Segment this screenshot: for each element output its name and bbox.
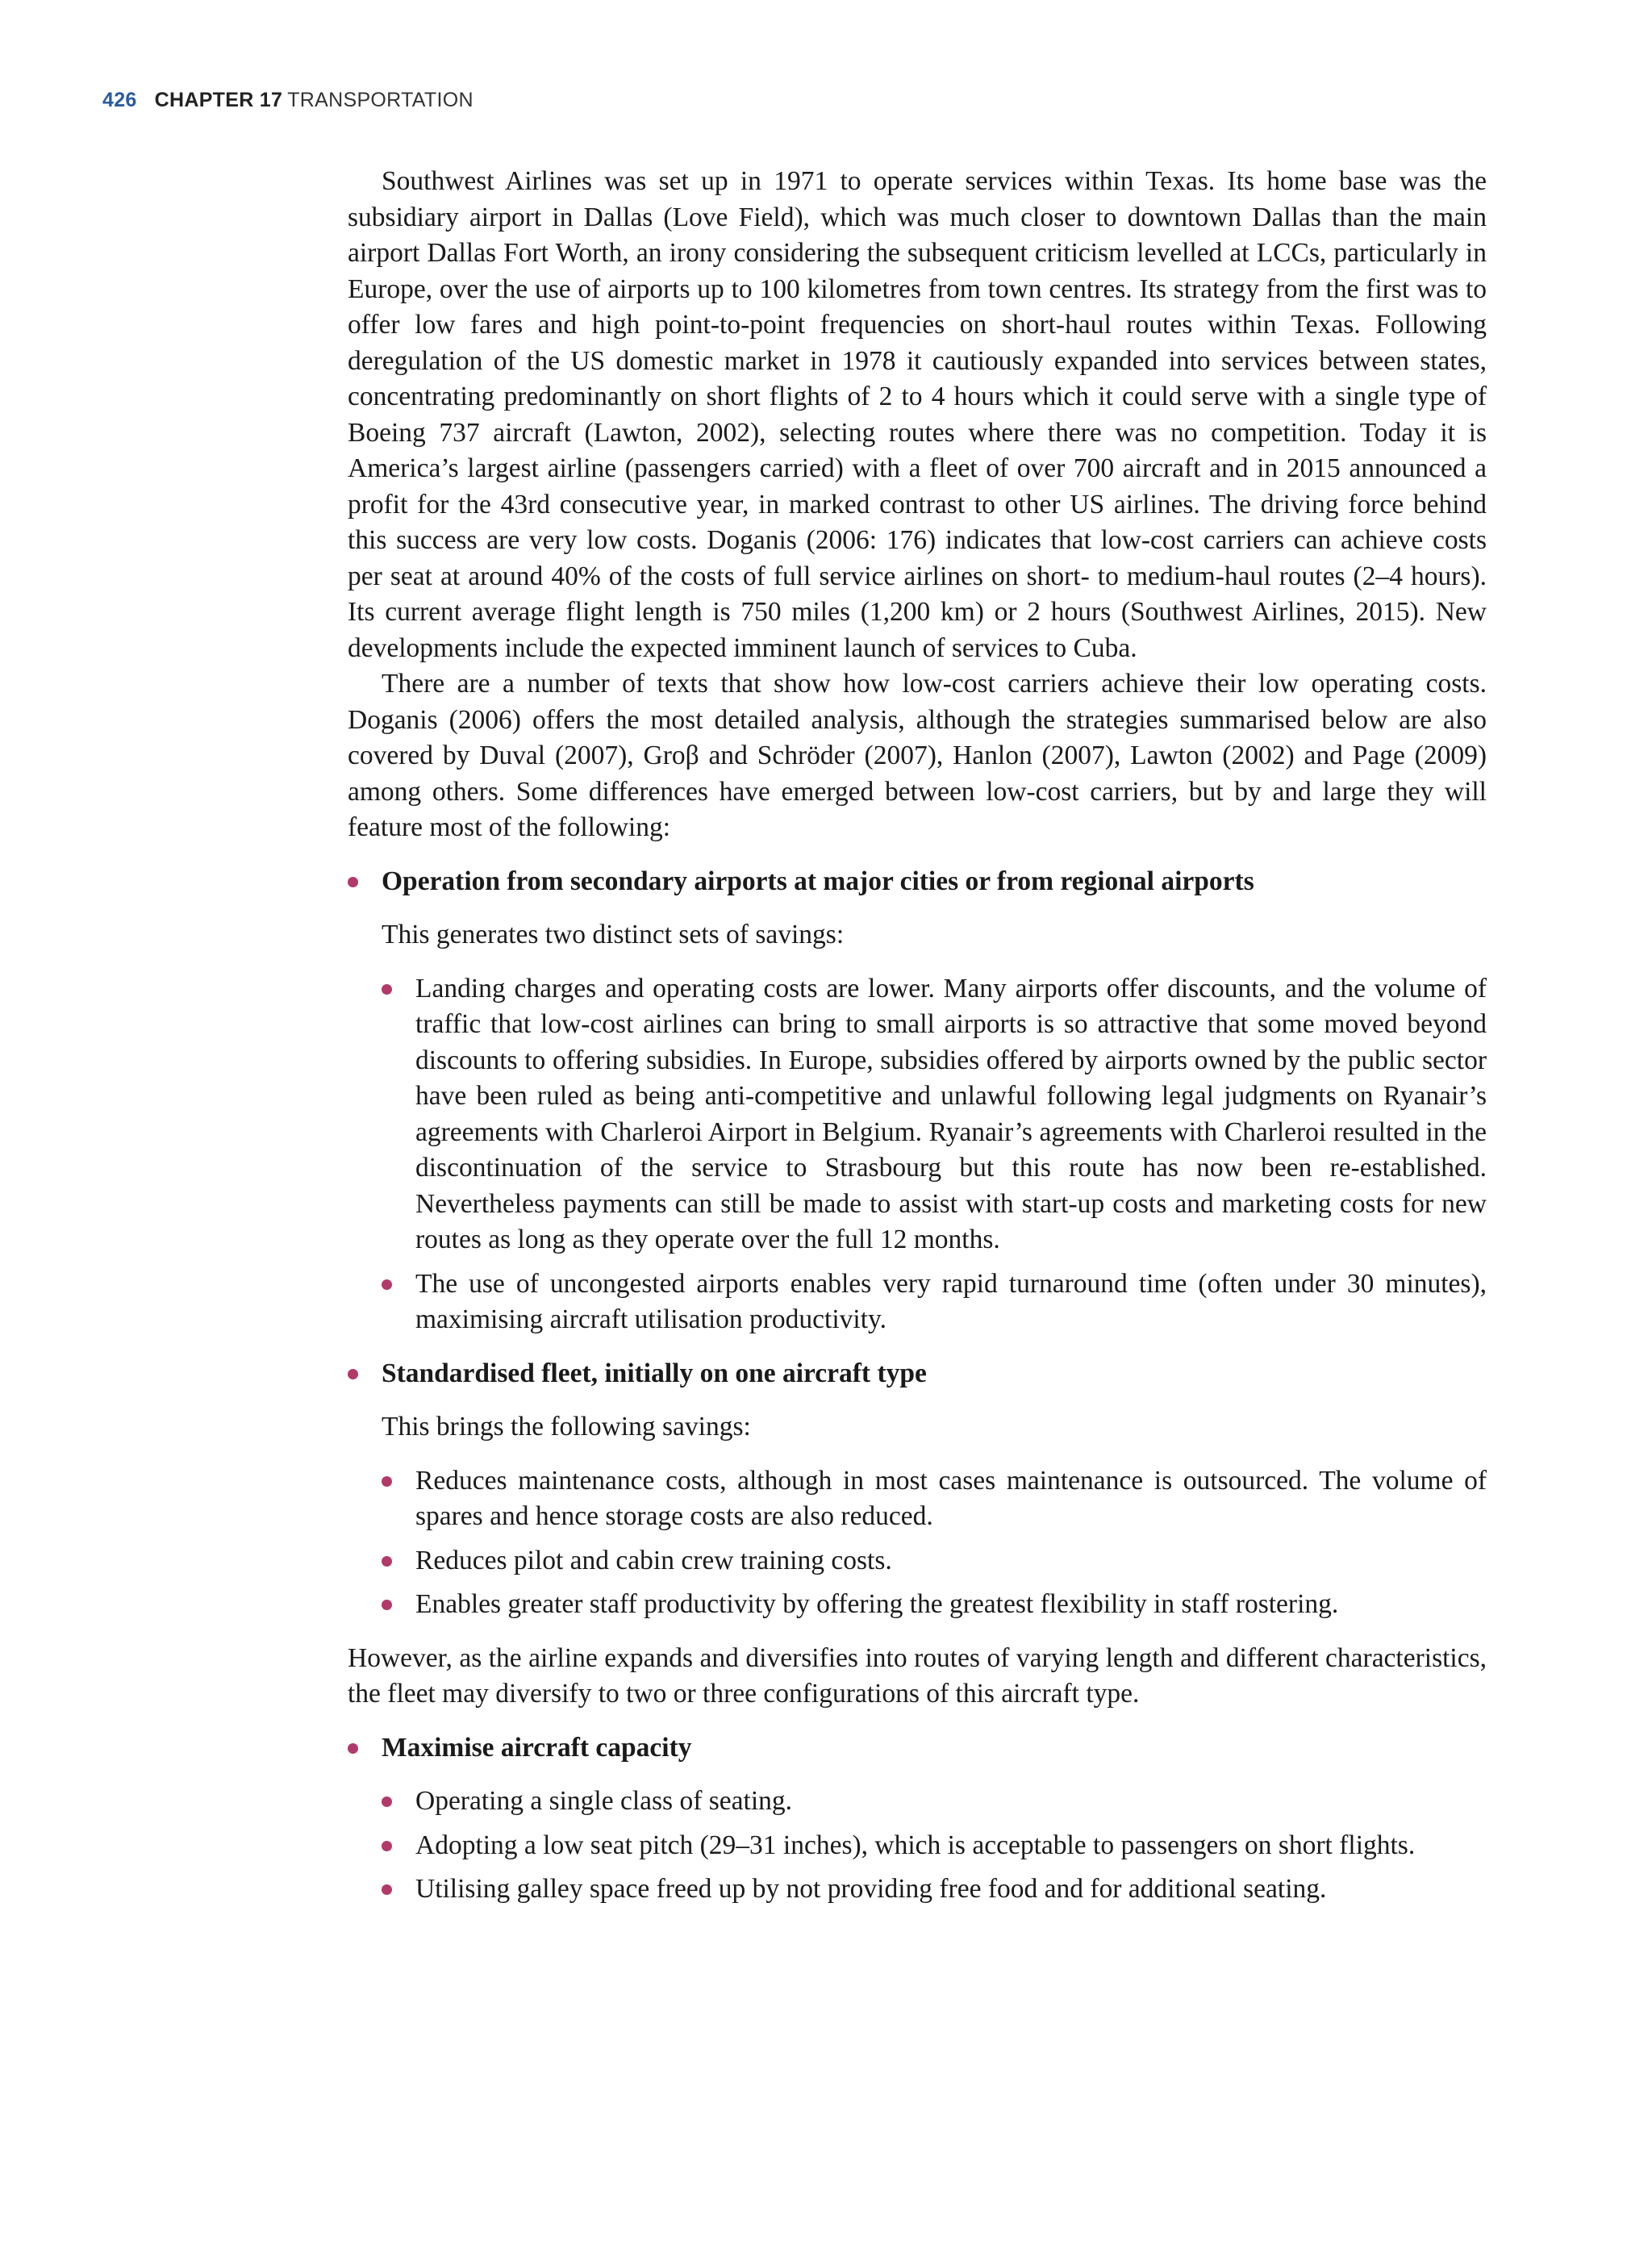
- list-item: Adopting a low seat pitch (29–31 inches), which is acceptable to passengers on short flights.: [382, 1828, 1487, 1864]
- list-item: Landing charges and operating costs are lower. Many airports offer discounts, and the volume of traffic that low-cost airlines can bring to small airports is so attractive that some moved beyond discounts to offering subsidies. In Europe, subsidies offered by airports owned by the public sector have been ruled as being anti-competitive and unlawful following legal judgments on Ryanair’s agreements with Charleroi Airport in Belgium. Ryanair’s agreements with Charleroi resulted in the discontinuation of the service to Strasbourg but this route has now been re-established. Nevertheless payments can still be made to assist with start-up costs and marketing costs for new routes as long as they operate over the full 12 months.: [382, 971, 1487, 1258]
- paragraph-lcc-texts: There are a number of texts that show how low-cost carriers achieve their low operating costs. Doganis (2006) offers the most detailed analysis, although the strategies summarised below are also covered by Duval (2007), Groβ and Schröder (2007), Hanlon (2007), Lawton (2002) and Page (2009) among others. Some differences have emerged between low-cost carriers, but by and large they will feature most of the following:: [348, 669, 1487, 842]
- list-item: Operating a single class of seating.: [382, 1784, 1487, 1820]
- body-text: [348, 164, 1487, 1908]
- list-item: Reduces pilot and cabin crew training costs.: [382, 1543, 1487, 1579]
- section-intro-savings: This generates two distinct sets of savings:: [382, 920, 845, 949]
- list-item: The use of uncongested airports enables very rapid turnaround time (often under 30 minutes), maximising aircraft utilisation productivity.: [382, 1266, 1487, 1338]
- chapter-title: TRANSPORTATION: [287, 89, 473, 111]
- sub-list-maximise-capacity: [348, 1784, 1487, 1908]
- bullet-heading-standardised-fleet: Standardised fleet, initially on one aircraft type: [348, 1356, 1487, 1392]
- page-number: 426: [102, 89, 137, 111]
- running-head: [102, 89, 473, 112]
- sub-list-secondary-airports: [348, 971, 1487, 1338]
- paragraph-southwest: Southwest Airlines was set up in 1971 to operate services within Texas. Its home base was the subsidiary airport in Dallas (Love Field), which was much closer to downtown Dallas than the main airport Dallas Fort Worth, an irony considering the subsequent criticism levelled at LCCs, particularly in Europe, over the use of airports up to 100 kilometres from town centres. Its strategy from the first was to offer low fares and high point-to-point frequencies on short-haul routes within Texas. Following deregulation of the US domestic market in 1978 it cautiously expanded into services between states, concentrating predominantly on short flights of 2 to 4 hours which it could serve with a single type of Boeing 737 aircraft (Lawton, 2002), selecting routes where there was no competition. Today it is America’s largest airline (passengers carried) with a fleet of over 700 aircraft and in 2015 announced a profit for the 43rd consecutive year, in marked contrast to other US airlines. The driving force behind this success are very low costs. Doganis (2006: 176) indicates that low-cost carriers can achieve costs per seat at around 40% of the costs of full service airlines on short- to medium-haul routes (2–4 hours). Its current average flight length is 750 miles (1,200 km) or 2 hours (Southwest Airlines, 2015). New developments include the expected imminent launch of services to Cuba.: [348, 166, 1487, 663]
- bullet-heading-maximise-capacity: Maximise aircraft capacity: [348, 1730, 1487, 1767]
- chapter-label: CHAPTER 17: [154, 89, 283, 111]
- paragraph-fleet-diversify: However, as the airline expands and diversifies into routes of varying length and different characteristics, the fleet may diversify to two or three configurations of this aircraft type.: [348, 1642, 1487, 1709]
- section-intro-savings: This brings the following savings:: [382, 1412, 751, 1442]
- list-item: Reduces maintenance costs, although in most cases maintenance is outsourced. The volume of spares and hence storage costs are also reduced.: [382, 1463, 1487, 1535]
- bullet-heading-secondary-airports: Operation from secondary airports at major cities or from regional airports: [348, 864, 1487, 900]
- sub-list-standardised-fleet: [348, 1463, 1487, 1623]
- list-item: Enables greater staff productivity by offering the greatest flexibility in staff rostering.: [382, 1587, 1487, 1623]
- list-item: Utilising galley space freed up by not providing free food and for additional seating.: [382, 1872, 1487, 1908]
